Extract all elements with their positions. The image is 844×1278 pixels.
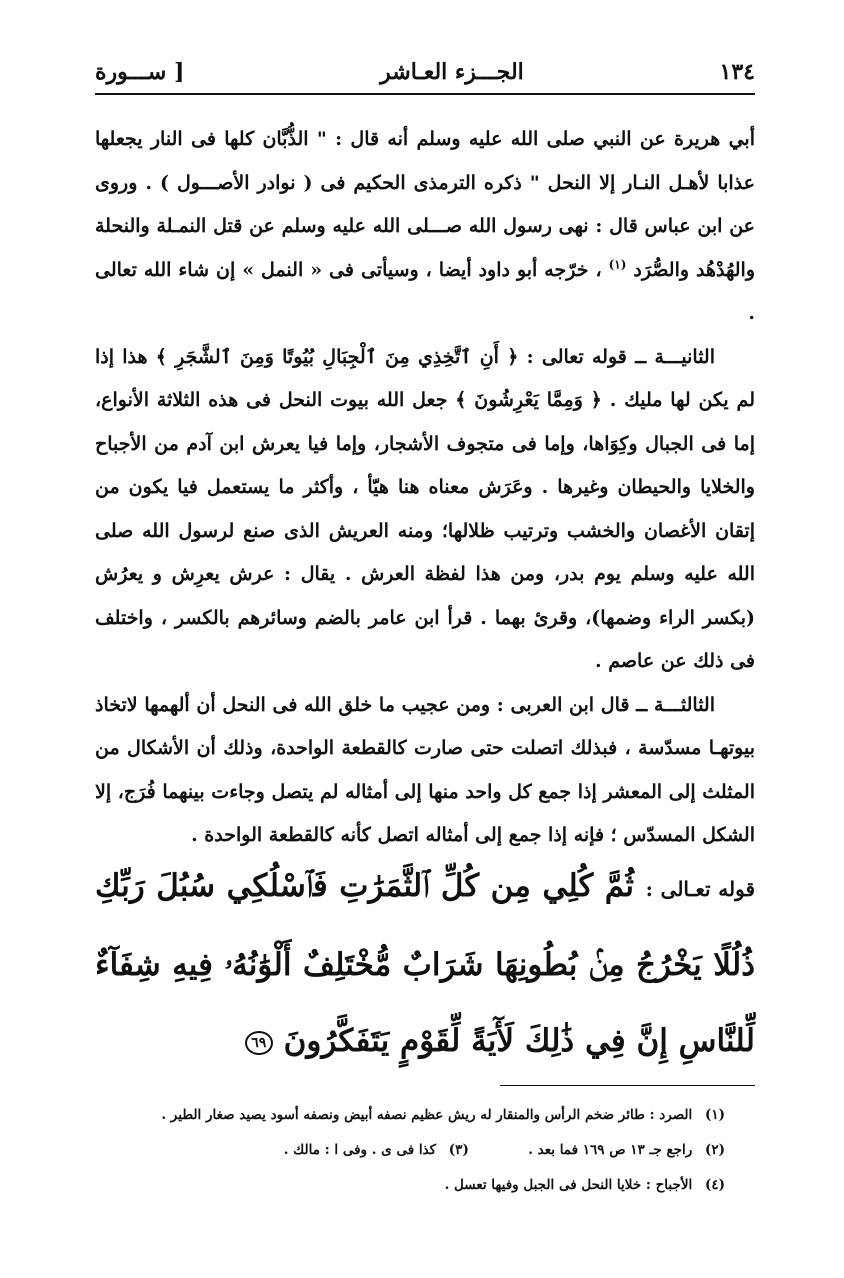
- footnote-number: (٢): [704, 1142, 725, 1158]
- paragraph-3: الثالثـــة ــ قال ابن العربى : ومن عجيب ما خلق الله فى النحل أن ألهمها لاتخاذ بيوتهـا مسدّسة ، فبذلك اتصلت حتى صارت كالقطعة الواحدة، وذلك أن الأشكال من المثلث إلى المعشر إذا جمع كل واحد منها إلى أمثاله لم يتصل وجاءت بينهما فُرَج، إلا الشكل المسدّس ؛ فإنه إذا جمع إلى أمثاله اتصل كأنه كالقطعة الواحدة .: [95, 693, 755, 846]
- footnote-text: كذا فى ى . وفى ا : مالك .: [283, 1142, 437, 1158]
- footnote-1: [150, 1098, 725, 1133]
- verse-text: ثُمَّ كُلِي مِن كُلِّ ٱلثَّمَرَٰتِ فَٱسْلُكِي سُبُلَ رَبِّكِ ذُلُلًا يَخْرُجُ مِنۢ بُطُونِهَا شَرَابٌ مُّخْتَلِفٌ أَلْوَٰنُهُۥ فِيهِ شِفَآءٌ لِّلنَّاسِ إِنَّ فِي ذَٰلِكَ لَأٓيَةً لِّقَوْمٍ يَتَفَكَّرُونَ: [95, 868, 755, 1059]
- paragraph-2: الثانيـــة ــ قوله تعالى : ﴿ أَنِ ٱتَّخِذِي مِنَ ٱلْجِبَالِ بُيُوتًا وَمِنَ ٱلشَّجَرِ ﴾ هذا إذا لم يكن لها مليك . ﴿ وَمِمَّا يَعْرِشُونَ ﴾ جعل الله بيوت النحل فى هذه الثلاثة الأنواع، إما فى الجبال وكِوَاها، وإما فى متجوف الأشجار، وإما فيا يعرش ابن آدم من الأجباح والخلايا والحيطان وغيرها . وعَرَش معناه هنا هيّأ ، وأكثر ما يستعمل فيا يكون من إتقان الأغصان والخشب وترتيب ظلالها؛ ومنه العريش الذى صنع لرسول الله صلى الله عليه وسلم يوم بدر، ومن هذا لفظة العرش . يقال : عرش يعرِش و يعرُش (بكسر الراء وضمها)، وقرئ بهما . قرأ ابن عامر بالضم وسائرهم بالكسر ، واختلف فى ذلك عن عاصم .: [95, 345, 755, 672]
- quran-verse: [95, 848, 755, 1079]
- footnote-2: [150, 1133, 725, 1168]
- paragraph-1: [95, 118, 755, 336]
- footnotes: [150, 1098, 725, 1203]
- verse-number-badge: ٦٩: [245, 1031, 273, 1055]
- footnote-text: الصرد : طائر ضخم الرأس والمنقار له ريش عظيم نصفه أبيض ونصفه أسود يصيد صغار الطير .: [161, 1107, 693, 1123]
- footnote-number: (٣): [448, 1142, 469, 1158]
- footnote-number: (٤): [704, 1177, 725, 1193]
- footnote-number: (١): [704, 1107, 725, 1123]
- paragraph-1-text: أبي هريرة عن النبي صلى الله عليه وسلم أنه قال : " الذُّبَّان كلها فى النار يجعلها عذابا لأهـل النـار إلا النحل " ذكره الترمذى الحكيم فى ( نوادر الأصـــول ) . وروى عن ابن عباس قال : نهى رسول الله صـــلى الله عليه وسلم عن قتل النمـلة والنحلة والهُدْهُد والصُّرَد: [95, 128, 755, 281]
- footnote-rule: [500, 1085, 755, 1086]
- paragraph-1-text-cont: ، خرّجه أبو داود أيضا ، وسيأتى فى « النمل » إن شاء الله تعالى .: [95, 258, 755, 324]
- verse-lead: قوله تعـالى :: [645, 877, 756, 901]
- header-rule: [95, 93, 755, 95]
- page-number: ١٣٤: [719, 59, 755, 85]
- page-header: [95, 50, 755, 94]
- chapter-label: [ ســـورة: [95, 59, 185, 85]
- part-title: الجـــزء العـاشر: [380, 59, 524, 85]
- main-text: [95, 118, 755, 858]
- footnote-text: راجع جـ ١٣ ص ١٦٩ فما بعد .: [528, 1142, 693, 1158]
- footnote-text: الأجباح : خلايا النحل فى الجبل وفيها تعسل .: [444, 1177, 693, 1193]
- footnote-ref-1: (١): [608, 257, 627, 272]
- footnote-4: [150, 1168, 725, 1203]
